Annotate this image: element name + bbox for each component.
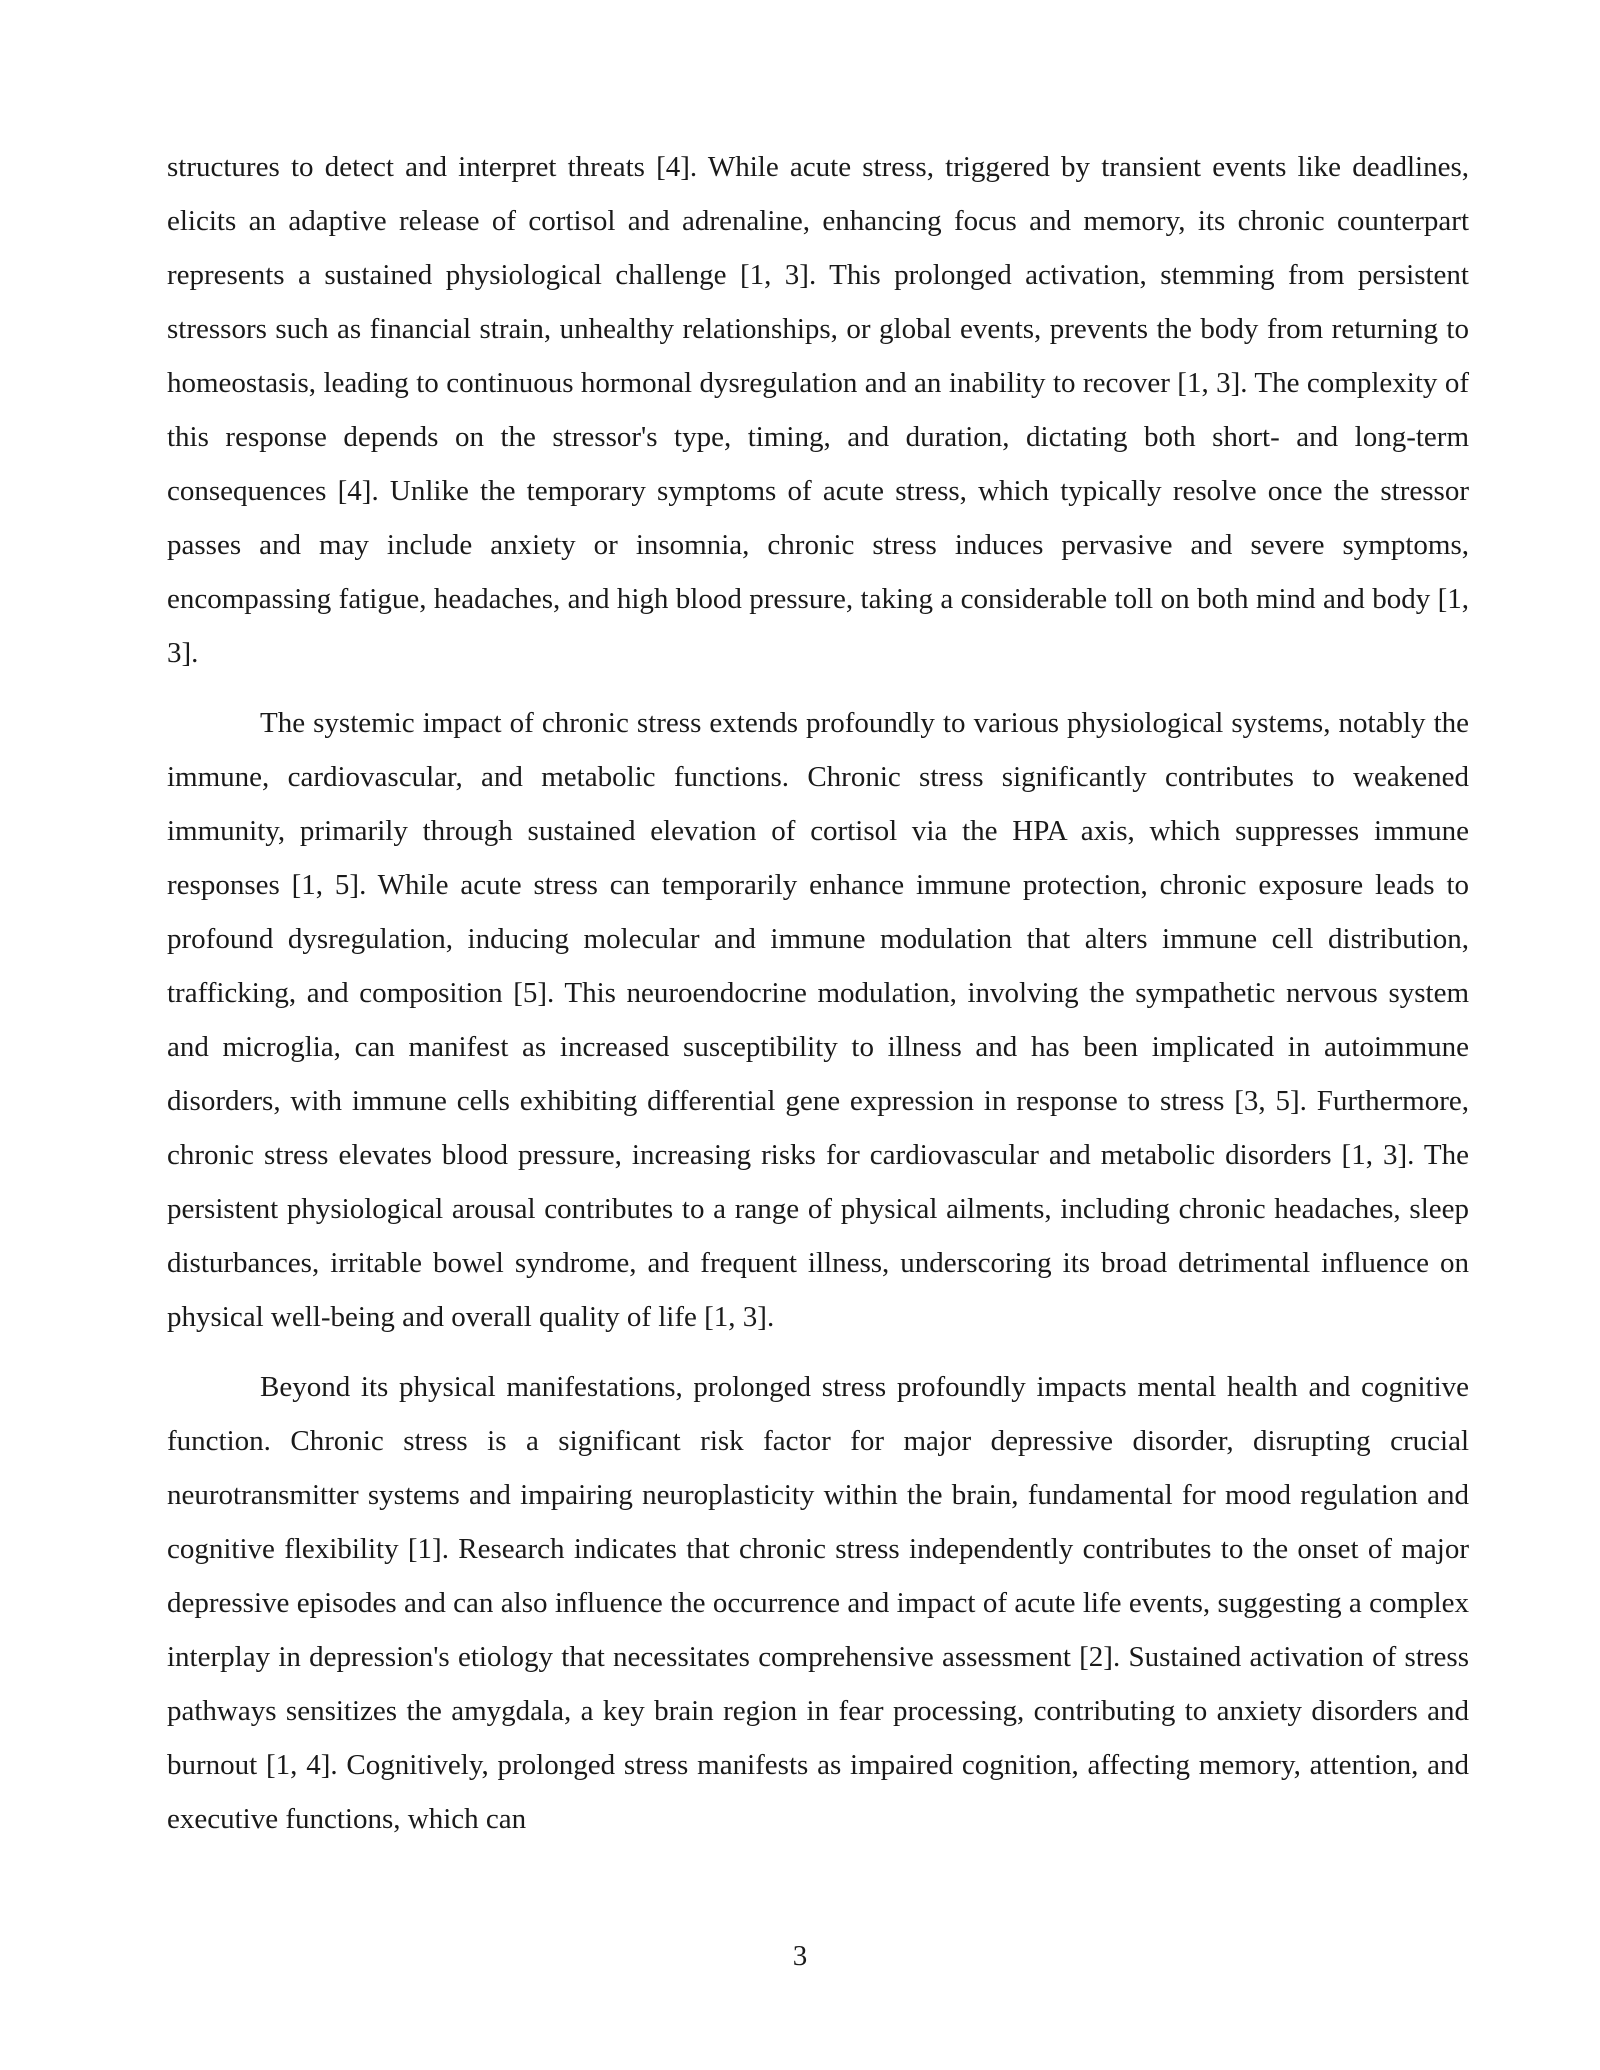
body-text: [167, 140, 1469, 1846]
page-number: 3: [792, 1940, 808, 1972]
paragraph-1: structures to detect and interpret threats [4]. While acute stress, triggered by transient events like deadlines, elicits an adaptive release of cortisol and adrenaline, enhancing focus and memory, its chronic counterpart represents a sustained physiological challenge [1, 3]. This prolonged activation, stemming from persistent stressors such as financial strain, unhealthy relationships, or global events, prevents the body from returning to homeostasis, leading to continuous hormonal dysregulation and an inability to recover [1, 3]. The complexity of this response depends on the stressor's type, timing, and duration, dictating both short- and long-term consequences [4]. Unlike the temporary symptoms of acute stress, which typically resolve once the stressor passes and may include anxiety or insomnia, chronic stress induces pervasive and severe symptoms, encompassing fatigue, headaches, and high blood pressure, taking a considerable toll on both mind and body [1, 3].: [167, 151, 1469, 669]
paragraph-3: Beyond its physical manifestations, prolonged stress profoundly impacts mental health and cognitive function. Chronic stress is a significant risk factor for major depressive disorder, disrupting crucial neurotransmitter systems and impairing neuroplasticity within the brain, fundamental for mood regulation and cognitive flexibility [1]. Research indicates that chronic stress independently contributes to the onset of major depressive episodes and can also influence the occurrence and impact of acute life events, suggesting a complex interplay in depression's etiology that necessitates comprehensive assessment [2]. Sustained activation of stress pathways sensitizes the amygdala, a key brain region in fear processing, contributing to anxiety disorders and burnout [1, 4]. Cognitively, prolonged stress manifests as impaired cognition, affecting memory, attention, and executive functions, which can: [167, 1371, 1469, 1835]
paragraph-2: The systemic impact of chronic stress extends profoundly to various physiological systems, notably the immune, cardiovascular, and metabolic functions. Chronic stress significantly contributes to weakened immunity, primarily through sustained elevation of cortisol via the HPA axis, which suppresses immune responses [1, 5]. While acute stress can temporarily enhance immune protection, chronic exposure leads to profound dysregulation, inducing molecular and immune modulation that alters immune cell distribution, trafficking, and composition [5]. This neuroendocrine modulation, involving the sympathetic nervous system and microglia, can manifest as increased susceptibility to illness and has been implicated in autoimmune disorders, with immune cells exhibiting differential gene expression in response to stress [3, 5]. Furthermore, chronic stress elevates blood pressure, increasing risks for cardiovascular and metabolic disorders [1, 3]. The persistent physiological arousal contributes to a range of physical ailments, including chronic headaches, sleep disturbances, irritable bowel syndrome, and frequent illness, underscoring its broad detrimental influence on physical well-being and overall quality of life [1, 3].: [167, 707, 1469, 1333]
